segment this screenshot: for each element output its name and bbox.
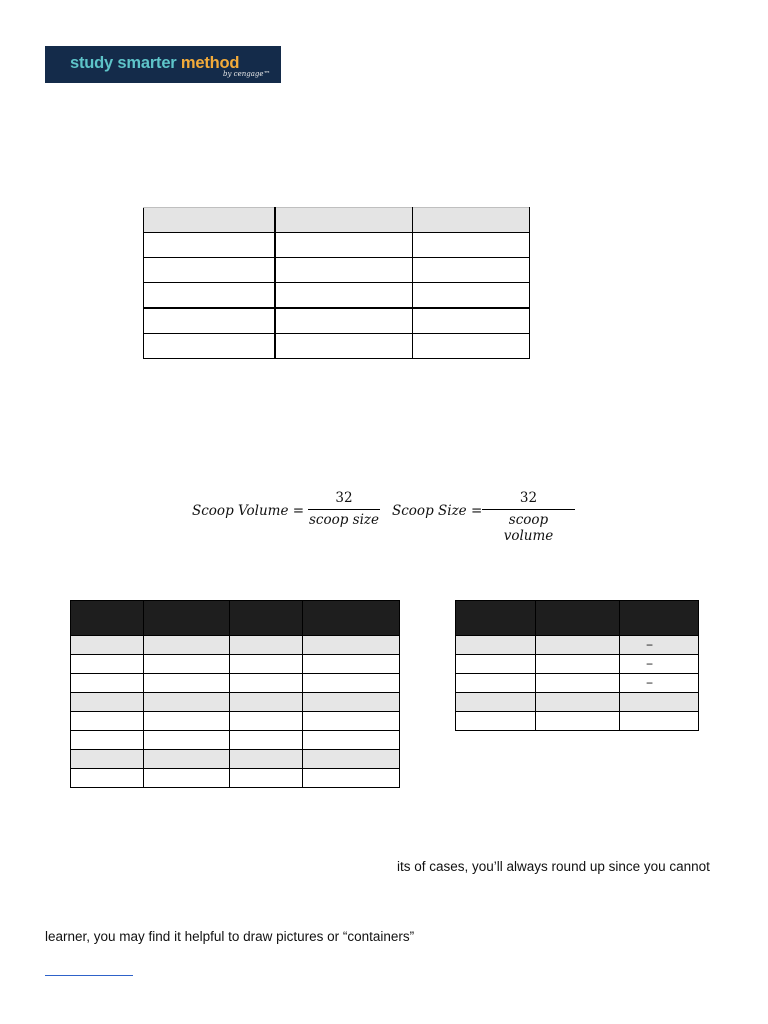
table-cell (456, 636, 536, 655)
table-cell (71, 655, 144, 674)
table-cell (144, 208, 275, 233)
table-cell (413, 283, 530, 309)
table-cell (413, 334, 530, 359)
table-cell (303, 712, 400, 731)
table-cell (620, 693, 699, 712)
fraction-numerator: 32 (335, 490, 353, 506)
table-cell (303, 731, 400, 750)
table-cell (230, 731, 303, 750)
table-row (144, 233, 530, 258)
table-row (71, 655, 400, 674)
paragraph-fragment-containers: learner, you may find it helpful to draw pictures or “containers” (45, 929, 415, 944)
table-cell (275, 208, 413, 233)
table-cell (230, 750, 303, 769)
table-cell (536, 693, 620, 712)
table-cell (144, 769, 230, 788)
table-cell (413, 308, 530, 334)
table-cell (71, 674, 144, 693)
table-cell (71, 750, 144, 769)
table-cell (275, 258, 413, 283)
table-row (71, 731, 400, 750)
table-row (456, 655, 699, 674)
table-cell (71, 731, 144, 750)
study-smarter-method-logo (45, 46, 281, 83)
fraction-denominator: scoop volume (503, 512, 554, 544)
scoop-formula (190, 488, 590, 544)
table-cell (275, 334, 413, 359)
table-cell (275, 308, 413, 334)
table-cell (230, 693, 303, 712)
scoop-table-1 (143, 207, 530, 359)
table-cell (620, 601, 699, 636)
table-cell (456, 655, 536, 674)
table-cell (144, 334, 275, 359)
scoop-size-fraction (482, 490, 575, 544)
table-cell (144, 601, 230, 636)
table-row (144, 283, 530, 309)
scoop-table-3 (455, 600, 699, 731)
table-row (71, 750, 400, 769)
table-cell (413, 258, 530, 283)
table-cell (536, 636, 620, 655)
table-row (71, 769, 400, 788)
table-cell (144, 308, 275, 334)
table-row (71, 674, 400, 693)
table-cell (144, 712, 230, 731)
table-cell (71, 601, 144, 636)
table-cell (230, 601, 303, 636)
table-cell (71, 693, 144, 712)
table-cell (144, 655, 230, 674)
table-header-row (71, 601, 400, 636)
table-cell (536, 655, 620, 674)
logo-word-study-smarter: study smarter (70, 54, 177, 72)
table-cell (144, 750, 230, 769)
scoop-volume-fraction (308, 490, 380, 528)
table-cell (144, 233, 275, 258)
table-row (456, 712, 699, 731)
table-cell (456, 712, 536, 731)
dash-cell: − (620, 674, 699, 693)
table-row (456, 693, 699, 712)
table-header-row (456, 601, 699, 636)
table-cell (303, 636, 400, 655)
table-cell (230, 712, 303, 731)
table-row (456, 636, 699, 655)
table-cell (303, 674, 400, 693)
table-cell (230, 636, 303, 655)
table-cell (71, 636, 144, 655)
table-cell (456, 693, 536, 712)
table-cell (536, 674, 620, 693)
table-row (71, 636, 400, 655)
table-cell (230, 674, 303, 693)
table-cell (144, 693, 230, 712)
table-cell (303, 601, 400, 636)
table-cell (144, 283, 275, 309)
logo-byline: by cengage™ (223, 70, 271, 78)
table-cell (303, 655, 400, 674)
table-cell (230, 655, 303, 674)
table-cell (620, 712, 699, 731)
dash-cell: − (620, 636, 699, 655)
table-cell (536, 712, 620, 731)
paragraph-fragment-rounding: its of cases, you’ll always round up since you cannot (397, 859, 710, 874)
scoop-volume-label: Scoop Volume = (192, 503, 305, 519)
dash-cell: − (620, 655, 699, 674)
table-cell (536, 601, 620, 636)
table-cell (303, 769, 400, 788)
logo-wordmark (70, 54, 239, 73)
table-cell (144, 731, 230, 750)
table-cell (303, 750, 400, 769)
table-cell (275, 283, 413, 309)
table-cell (413, 233, 530, 258)
table-cell (71, 769, 144, 788)
table-cell (456, 601, 536, 636)
table-cell (144, 258, 275, 283)
table-cell (71, 712, 144, 731)
table-row (456, 674, 699, 693)
table-cell (144, 674, 230, 693)
fraction-denominator: scoop size (308, 512, 380, 528)
table-cell (413, 208, 530, 233)
table-cell (275, 233, 413, 258)
table-cell (303, 693, 400, 712)
table-cell (230, 769, 303, 788)
table-cell (144, 636, 230, 655)
scoop-table-2 (70, 600, 400, 788)
table-row (144, 334, 530, 359)
table-row (71, 693, 400, 712)
hyperlink-underline[interactable] (45, 975, 133, 976)
scoop-size-label: Scoop Size = (392, 503, 483, 519)
table-row (144, 258, 530, 283)
logo-word-method: method (180, 54, 240, 72)
table-header-row (144, 208, 530, 233)
table-cell (456, 674, 536, 693)
fraction-numerator: 32 (519, 490, 538, 506)
table-row (144, 308, 530, 334)
table-row (71, 712, 400, 731)
